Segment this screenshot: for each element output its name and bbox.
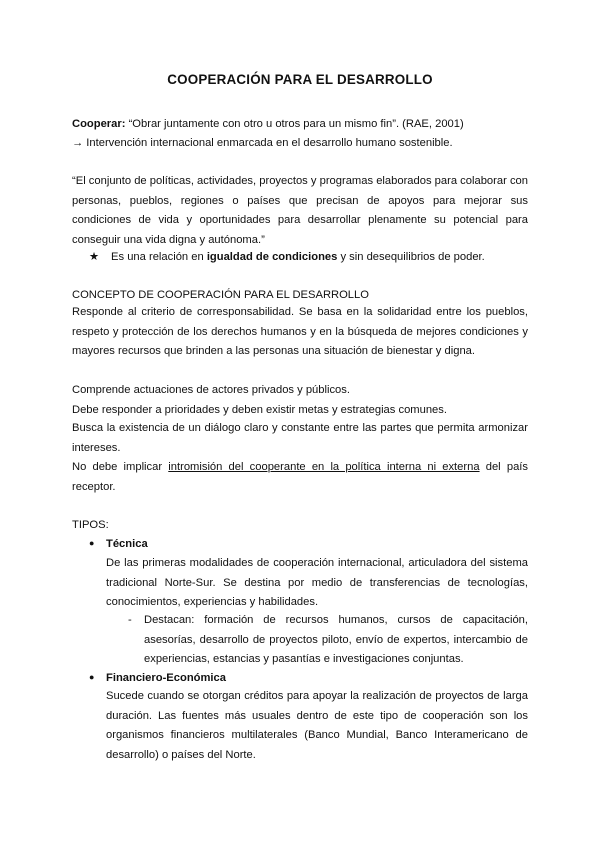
- bullet-icon: ●: [89, 672, 95, 682]
- arrow-icon: →: [72, 137, 84, 149]
- star-icon: ★: [89, 251, 100, 263]
- page-title: COOPERACIÓN PARA EL DESARROLLO: [167, 72, 433, 87]
- definition-term: Cooperar:: [72, 118, 126, 130]
- definition-note-line: [72, 137, 453, 149]
- point-4: [72, 458, 528, 497]
- tipo-tecnica-text: De las primeras modalidades de cooperación internacional, articuladora del sistema tradicional Norte-Sur. Se destina por medio de transferencias de tecnologías, conocimientos, experiencias y habilidades.: [106, 557, 528, 608]
- tipo-financiero-text: Sucede cuando se otorgan créditos para apoyar la realización de proyectos de larga duración. Las fuentes más usuales dentro de este tipo de cooperación son los organismos financieros multilaterales (Banco Mundial, Banco Interamericano de desarrollo) o países del Norte.: [106, 690, 528, 761]
- concept-heading: CONCEPTO DE COOPERACIÓN PARA EL DESARROLLO: [72, 289, 369, 301]
- tipo-tecnica-title: Técnica: [106, 538, 148, 550]
- point-1: Comprende actuaciones de actores privados y públicos.: [72, 384, 350, 396]
- point-3: Busca la existencia de un diálogo claro y constante entre las partes que permita armonizar intereses.: [72, 422, 528, 454]
- point-4-before: No debe implicar: [72, 461, 169, 473]
- tipos-heading: TIPOS:: [72, 519, 109, 531]
- point-2: Debe responder a prioridades y deben existir metas y estrategias comunes.: [72, 404, 447, 416]
- quote-paragraph: “El conjunto de políticas, actividades, proyectos y programas elaborados para colaborar con personas, pueblos, regiones o países que precisan de apoyos para mejorar sus condiciones de vida y oportunidades para desarrollar plenamente su potencial para conseguir una vida digna y autónoma.”: [72, 175, 528, 246]
- concept-paragraph: Responde al criterio de corresponsabilidad. Se basa en la solidaridad entre los pueblos, respeto y protección de los derechos humanos y en la búsqueda de mejores condiciones y mayores recursos que brinden a las personas una situación de bienestar y digna.: [72, 306, 528, 357]
- definition-text: “Obrar juntamente con otro u otros para un mismo fin”. (RAE, 2001): [125, 118, 464, 130]
- star-item: [89, 250, 485, 263]
- dash-marker: -: [128, 614, 132, 626]
- point-4-after: del país receptor.: [72, 461, 528, 493]
- star-item-text-after: y sin desequilibrios de poder.: [337, 251, 485, 263]
- definition-note: Intervención internacional enmarcada en el desarrollo humano sostenible.: [83, 137, 453, 149]
- tipo-financiero-title: Financiero-Económica: [106, 672, 226, 684]
- definition-line: [72, 118, 464, 130]
- star-item-bold: igualdad de condiciones: [206, 251, 338, 263]
- tipo-tecnica-sub: Destacan: formación de recursos humanos, cursos de capacitación, asesorías, desarrollo de proyectos piloto, envío de expertos, intercambio de experiencias, estancias y pasantías e investigaciones conjuntas.: [144, 614, 528, 665]
- star-item-text-before: Es una relación en: [111, 251, 207, 263]
- point-4-underlined: intromisión del cooperante en la política interna ni externa: [168, 461, 480, 473]
- bullet-icon: ●: [89, 538, 95, 548]
